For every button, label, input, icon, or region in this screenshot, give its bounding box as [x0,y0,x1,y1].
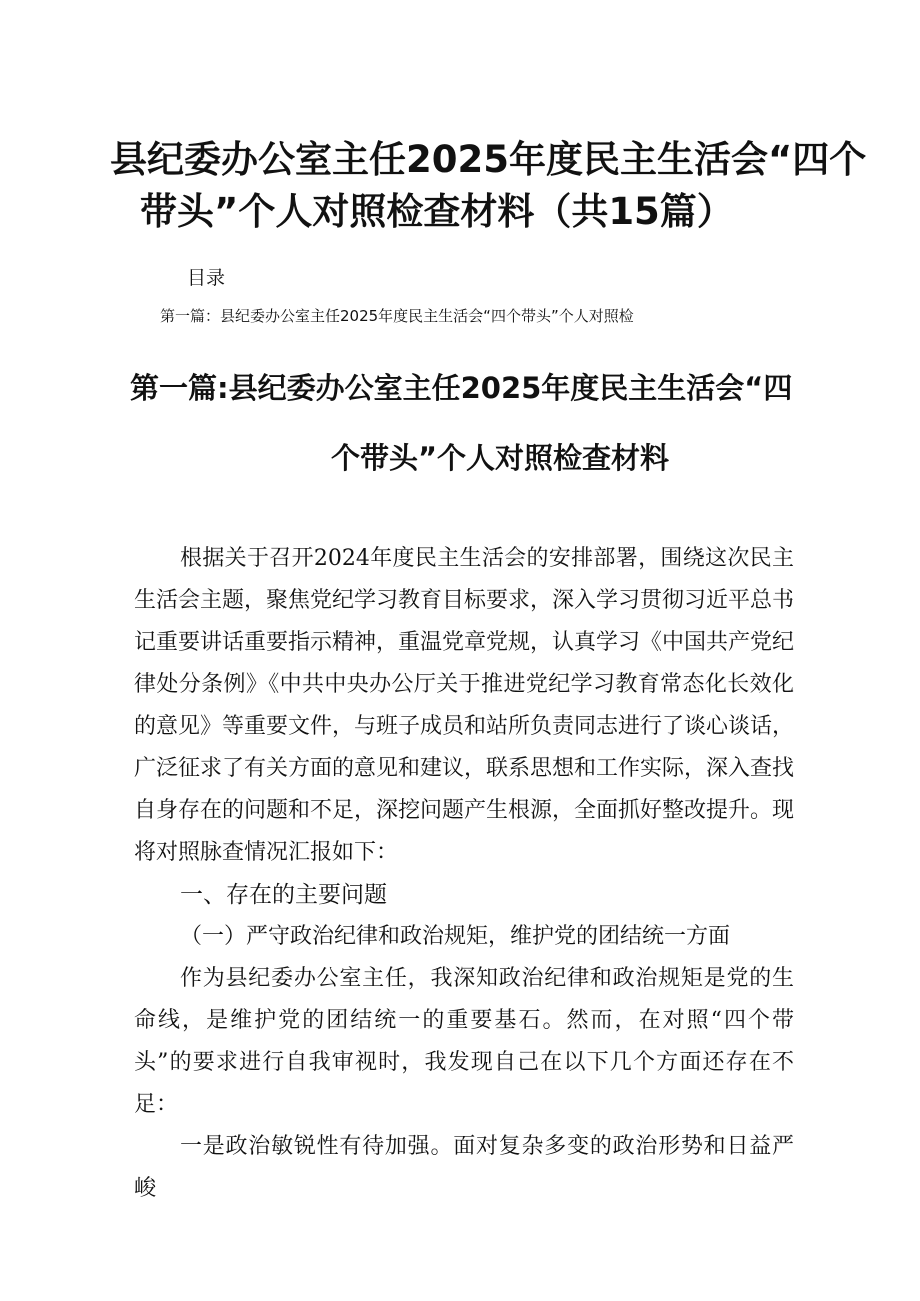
section-title-line-2: 个带头”个人对照检查材料 [330,441,670,475]
heading-level-2: （一）严守政治纪律和政治规矩，维护党的团结统一方面 [180,924,731,949]
heading-level-1: 一、存在的主要问题 [180,882,387,908]
document-title [110,134,867,238]
toc-entry-1[interactable]: 第一篇：县纪委办公室主任2025年度民主生活会“四个带头”个人对照检 [160,307,634,325]
document-title-line-1: 县纪委办公室主任2025年度民主生活会“四个 [110,138,867,181]
document-title-line-2: 带头”个人对照检查材料（共15篇） [140,190,734,233]
section-title [130,370,793,476]
paragraph-3: 一是政治敏锐性有待加强。面对复杂多变的政治形势和日益严峻 [134,1134,794,1201]
section-title-line-1: 第一篇:县纪委办公室主任2025年度民主生活会“四 [130,371,793,405]
paragraph-intro: 根据关于召开2024年度民主生活会的安排部署，围绕这次民主生活会主题，聚焦党纪学习教育目标要求，深入学习贯彻习近平总书记重要讲话重要指示精神，重温党章党规，认真学习《中国共产党纪律处分条例》《中共中央办公厅关于推进党纪学习教育常态化长效化的意见》等重要文件，与班子成员和站所负责同志进行了谈心谈话，广泛征求了有关方面的意见和建议，联系思想和工作实际，深入查找自身存在的问题和不足，深挖问题产生根源，全面抓好整改提升。现将对照脉查情况汇报如下： [134,546,795,865]
toc-heading: 目录 [187,267,226,289]
paragraph-2: 作为县纪委办公室主任，我深知政治纪律和政治规矩是党的生命线，是维护党的团结统一的重要基石。然而，在对照“四个带头”的要求进行自我审视时，我发现自己在以下几个方面还存在不足： [134,966,794,1117]
body-text [134,538,794,1210]
